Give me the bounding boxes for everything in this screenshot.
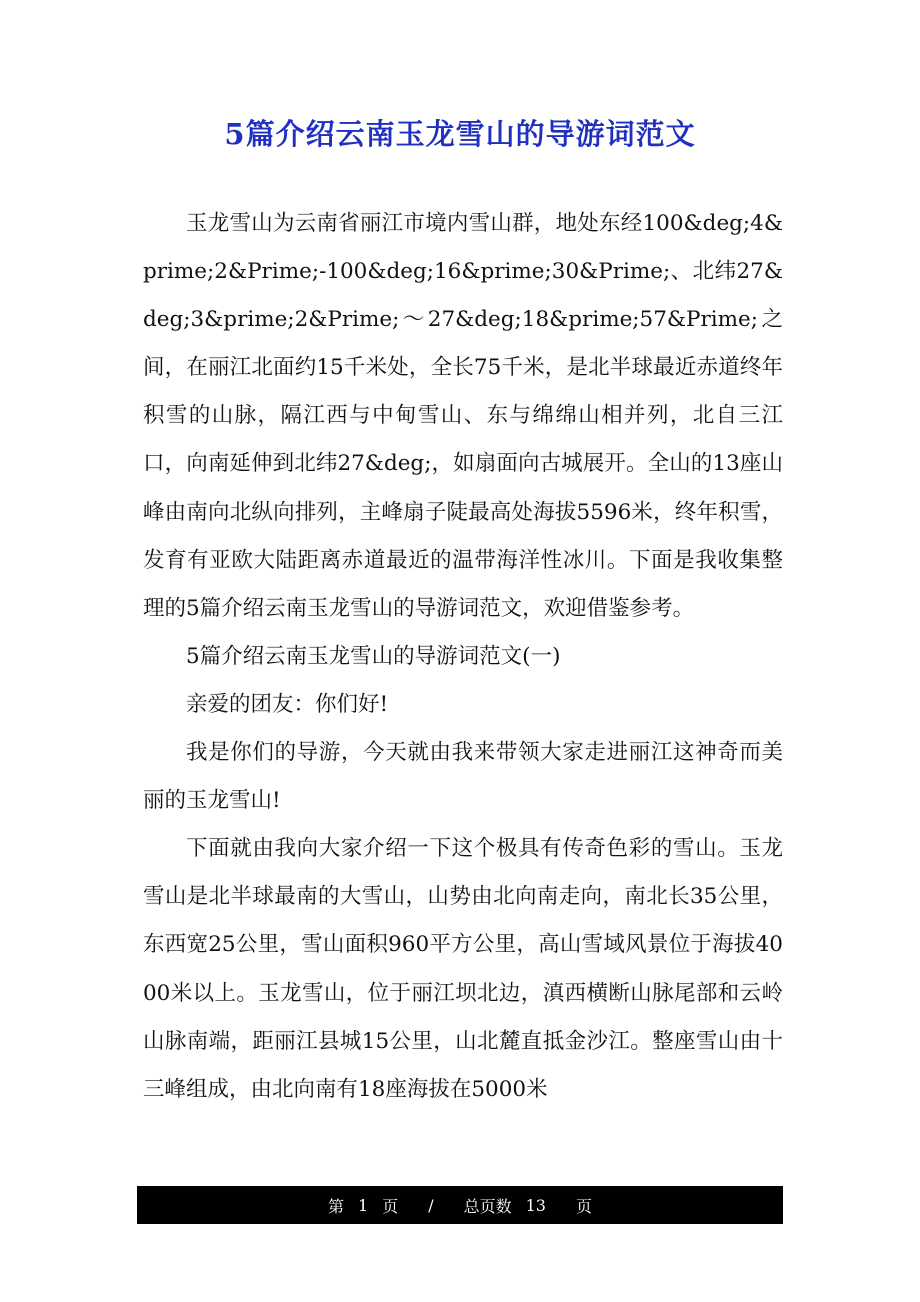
description-paragraph: 下面就由我向大家介绍一下这个极具有传奇色彩的雪山。玉龙雪山是北半球最南的大雪山，山势由北向南走向，南北长35公里，东西宽25公里，雪山面积960平方公里，高山雪域风景位于海拔4000米以上。玉龙雪山，位于丽江坝北边，滇西横断山脉尾部和云岭山脉南端，距丽江县城15公里，山北麓直抵金沙江。整座雪山由十三峰组成，由北向南有18座海拔在5000米 — [143, 836, 783, 1102]
footer-total-pages: 13 — [525, 1195, 546, 1215]
footer-total-suffix: 页 — [575, 1196, 592, 1216]
page-footer — [137, 1186, 783, 1224]
intro-paragraph: 玉龙雪山为云南省丽江市境内雪山群，地处东经100&deg;4&prime;2&Prime;-100&deg;16&prime;30&Prime;、北纬27&deg;3&prime;2&Prime;～27&deg;18&prime;57&Prime;之间，在丽江北面约15千米处，全长75千米，是北半球最近赤道终年积雪的山脉，隔江西与中甸雪山、东与绵绵山相并列，北自三江口，向南延伸到北纬27&deg;，如扇面向古城展开。全山的13座山峰由南向北纵向排列，主峰扇子陡最高处海拔5596米，终年积雪，发育有亚欧大陆距离赤道最近的温带海洋性冰川。下面是我收集整理的5篇介绍云南玉龙雪山的导游词范文，欢迎借鉴参考。 — [143, 211, 783, 621]
footer-separator: / — [428, 1195, 434, 1215]
guide-intro-paragraph: 我是你们的导游，今天就由我来带领大家走进丽江这神奇而美丽的玉龙雪山! — [143, 740, 783, 814]
document-body — [143, 200, 783, 1114]
document-title: 5篇介绍云南玉龙雪山的导游词范文 — [224, 117, 696, 151]
section-heading: 5篇介绍云南玉龙雪山的导游词范文(一) — [186, 643, 561, 669]
greeting-paragraph: 亲爱的团友：你们好! — [186, 691, 389, 717]
footer-page-suffix: 页 — [382, 1196, 399, 1216]
footer-page-prefix: 第 — [328, 1196, 345, 1216]
footer-page-number: 1 — [358, 1195, 369, 1215]
footer-total-prefix: 总页数 — [463, 1196, 512, 1216]
